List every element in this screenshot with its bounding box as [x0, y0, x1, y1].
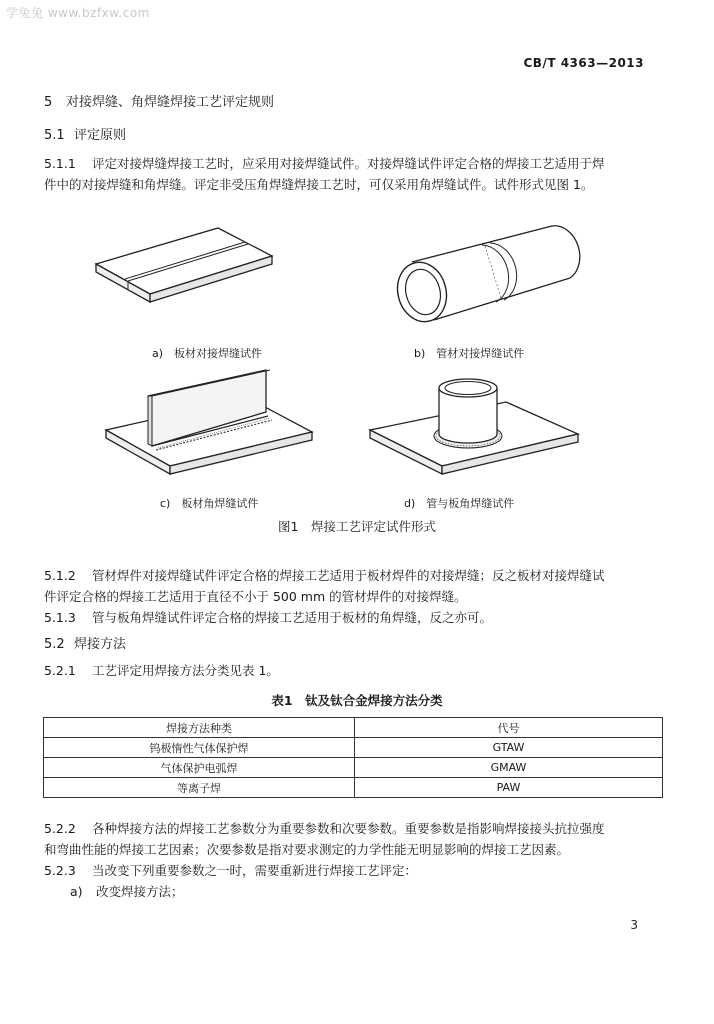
figure-1-caption: 图1 焊接工艺评定试件形式 [278, 519, 436, 534]
figure-a-caption: a) 板材对接焊缝试件 [152, 347, 263, 360]
paragraph-line: 件评定合格的焊接工艺适用于直径不小于 500 mm 的管材焊件的对接焊缝。 [44, 589, 467, 604]
figure-b-caption: b) 管材对接焊缝试件 [414, 347, 525, 360]
code-cell: GTAW [355, 738, 663, 758]
table-header-row [44, 718, 663, 738]
section-5-1-heading [44, 124, 126, 143]
method-cell: 等离子焊 [44, 778, 355, 798]
page-number: 3 [630, 918, 638, 932]
section-title: 对接焊缝、角焊缝焊接工艺评定规则 [66, 95, 275, 110]
header-method: 焊接方法种类 [44, 718, 355, 738]
paragraph-line: 工艺评定用焊接方法分类见表 1。 [92, 663, 279, 678]
method-cell: 气体保护电弧焊 [44, 758, 355, 778]
code-cell: PAW [355, 778, 663, 798]
paragraph-line: 管材焊件对接焊缝试件评定合格的焊接工艺适用于板材焊件的对接焊缝；反之板材对接焊缝试 [92, 568, 605, 583]
clause-number: 5.1.3 [44, 610, 76, 625]
paragraph-line: 各种焊接方法的焊接工艺参数分为重要参数和次要参数。重要参数是指影响焊接接头抗拉强度 [92, 821, 605, 836]
section-5-2-heading [44, 633, 126, 652]
paragraph-5-1-3 [44, 607, 644, 628]
paragraph-5-1-1 [44, 153, 644, 195]
header-code: 代号 [355, 718, 663, 738]
code-cell: GMAW [355, 758, 663, 778]
clause-number: 5.2.3 [44, 863, 76, 878]
paragraph-line: 和弯曲性能的焊接工艺因素；次要参数是指对要求测定的力学性能无明显影响的焊接工艺因素。 [44, 842, 570, 857]
watermark: 学兔兔 www.bzfxw.com [6, 6, 150, 20]
paragraph-line: 件中的对接焊缝和角焊缝。评定非受压角焊缝焊接工艺时，可仅采用角焊缝试件。试件形式见图 1。 [44, 177, 594, 192]
figure-c-plate-fillet-weld [100, 368, 320, 480]
paragraph-line: 管与板角焊缝试件评定合格的焊接工艺适用于板材的角焊缝，反之亦可。 [92, 610, 493, 625]
paragraph-5-2-3 [44, 860, 644, 881]
section-title: 评定原则 [74, 128, 127, 143]
paragraph-5-2-1 [44, 660, 644, 681]
clause-number: 5.1.1 [44, 156, 76, 171]
paragraph-5-2-2 [44, 818, 644, 860]
section-title: 焊接方法 [74, 637, 127, 652]
list-text: 改变焊接方法； [96, 884, 184, 899]
clause-number: 5.2.2 [44, 821, 76, 836]
figure-d-pipe-to-plate-weld [366, 374, 582, 480]
table-row [44, 778, 663, 798]
paragraph-line: 当改变下列重要参数之一时，需要重新进行焊接工艺评定： [92, 863, 418, 878]
figure-c-caption: c) 板材角焊缝试件 [160, 497, 259, 510]
table-row [44, 738, 663, 758]
welding-method-table [43, 717, 663, 798]
list-item-a [70, 881, 670, 902]
standard-code: CB/T 4363—2013 [523, 56, 644, 70]
figure-d-caption: d) 管与板角焊缝试件 [404, 497, 515, 510]
paragraph-line: 评定对接焊缝焊接工艺时，应采用对接焊缝试件。对接焊缝试件评定合格的焊接工艺适用于焊 [92, 156, 605, 171]
figure-a-plate-butt-weld [90, 222, 280, 322]
section-number: 5.2 [44, 637, 65, 652]
table-1-caption: 表1 钛及钛合金焊接方法分类 [271, 693, 443, 708]
table-row [44, 758, 663, 778]
method-cell: 钨极惰性气体保护焊 [44, 738, 355, 758]
paragraph-5-1-2 [44, 565, 644, 607]
section-5-heading [44, 91, 274, 110]
section-number: 5 [44, 95, 53, 110]
section-number: 5.1 [44, 128, 65, 143]
clause-number: 5.1.2 [44, 568, 76, 583]
figure-b-pipe-butt-weld [392, 222, 582, 332]
list-label: a) [70, 884, 83, 899]
clause-number: 5.2.1 [44, 663, 76, 678]
